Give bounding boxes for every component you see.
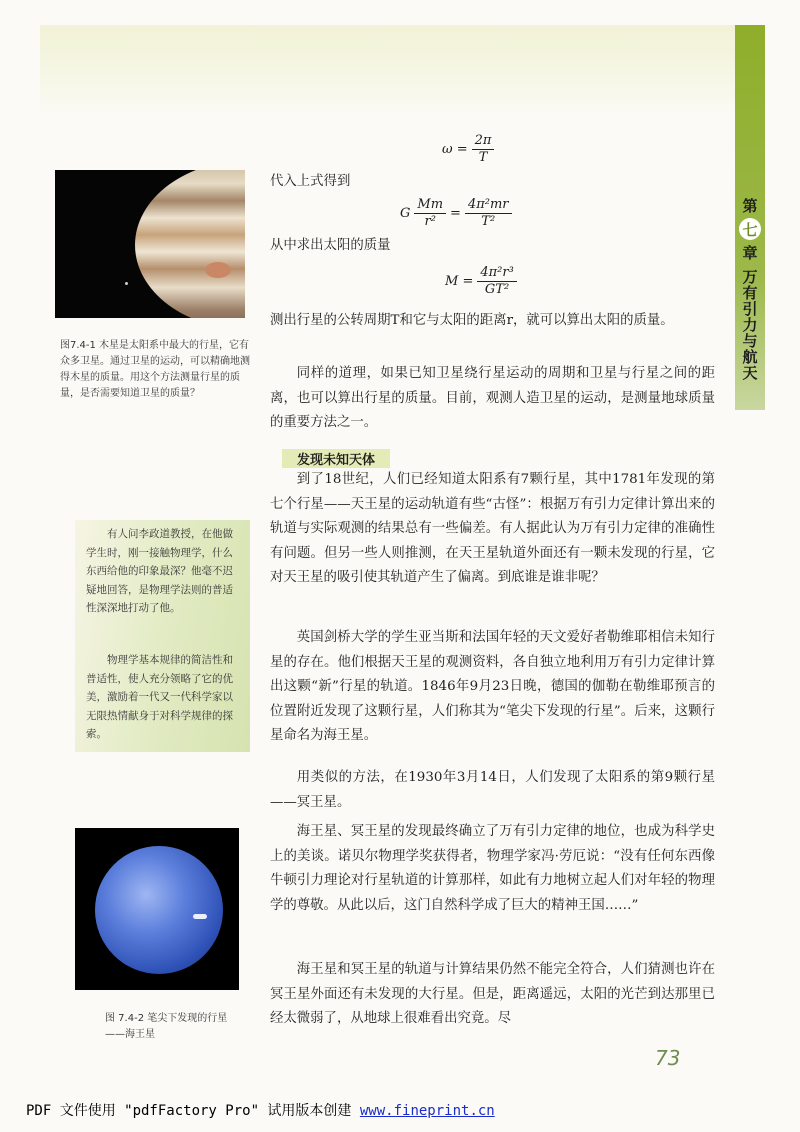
jupiter-moon	[125, 282, 128, 285]
jupiter-image	[55, 170, 245, 318]
chapter-number-badge: 七	[739, 218, 761, 240]
sidebar-note-2: 物理学基本规律的简洁性和普适性，使人充分领略了它的优美，激励着一代又一代科学家以无限热情献身于对科学规律的探索。	[86, 654, 233, 740]
paragraph-laue-quote: 海王星、冥王星的发现最终确立了万有引力定律的地位，也成为科学史上的美谈。诺贝尔物理学奖获得者，物理学家冯·劳厄说：“没有任何东西像牛顿引力理论对行星轨道的计算那样，如此有力地树立起人们对年轻的物理学的尊敬。从此以后，这门自然科学成了巨大的精神王国……”	[270, 824, 715, 913]
chapter-tab	[737, 195, 763, 405]
formula-equals: =	[450, 206, 461, 221]
fraction-denominator: T²	[481, 214, 496, 229]
formula-gravity-right-fraction	[465, 197, 512, 230]
fraction-denominator: r²	[424, 214, 436, 229]
pdf-footer	[26, 1100, 495, 1120]
formula-gravity-g: G	[400, 206, 411, 221]
paragraph-adams-leverrier: 英国剑桥大学的学生亚当斯和法国年轻的天文爱好者勒维耶相信未知行星的存在。他们根据天王星的观测资料，各自独立地利用万有引力定律计算出这颗“新”行星的轨道。1846年9月23日晚，德国的伽勒在勒维耶预言的位置附近发现了这颗行星，人们称其为“笔尖下发现的行星”。后来，这颗行星命名为海王星。	[270, 630, 715, 743]
section-heading: 发现未知天体	[282, 449, 390, 468]
jupiter-planet	[135, 170, 245, 318]
formula-omega-lhs: ω =	[442, 142, 468, 157]
formula-omega	[442, 133, 498, 166]
neptune-image	[75, 828, 239, 990]
page-number: 73	[655, 1046, 681, 1070]
paragraph-similar-principle: 同样的道理，如果已知卫星绕行星运动的周期和卫星与行星之间的距离，也可以算出行星的质量。目前，观测人造卫星的运动，是测量地球质量的重要方法之一。	[270, 366, 715, 430]
fraction-denominator: T	[478, 150, 488, 165]
fraction-numerator: 4π²mr	[465, 197, 512, 214]
formula-mass-fraction	[477, 265, 516, 298]
chapter-zhang: 章	[742, 244, 758, 262]
footer-link[interactable]: www.fineprint.cn	[359, 1103, 495, 1119]
neptune-cloud	[193, 914, 207, 919]
header-band	[40, 25, 735, 115]
paragraph-18th-century: 到了18世纪，人们已经知道太阳系有7颗行星，其中1781年发现的第七个行星——天王星的运动轨道有些“古怪”：根据万有引力定律计算出来的轨道与实际观测的结果总有一些偏差。有人据此认为万有引力定律的准确性有问题。但另一些人则推测，在天王星轨道外面还有一颗未发现的行星，它对天王星的吸引使其轨道产生了偏离。到底谁是谁非呢？	[270, 472, 715, 585]
chapter-di: 第	[742, 197, 758, 215]
paragraph-pluto: 用类似的方法，在1930年3月14日，人们发现了太阳系的第9颗行星——冥王星。	[270, 770, 715, 810]
figure-7-4-2-caption: 图 7.4-2 笔尖下发现的行星——海王星	[105, 1013, 228, 1040]
figure-7-4-1-caption: 图7.4-1 木星是太阳系中最大的行星，它有众多卫星。通过卫星的运动，可以精确地测得木星的质量。用这个方法测量行星的质量，是否需要知道卫星的质量？	[60, 340, 250, 399]
sidebar-note-1: 有人问李政道教授，在他做学生时，刚一接触物理学，什么东西给他的印象最深？他毫不迟疑地回答，是物理学法则的普适性深深地打动了他。	[86, 528, 233, 614]
great-red-spot	[205, 262, 231, 278]
formula-gravity-left-fraction	[414, 197, 446, 230]
fraction-numerator: 4π²r³	[477, 265, 516, 282]
formula-mass	[445, 265, 521, 298]
paragraph-measure-period: 测出行星的公转周期T和它与太阳的距离r，就可以算出太阳的质量。	[270, 313, 674, 328]
fraction-numerator: Mm	[414, 197, 446, 214]
formula-omega-fraction	[472, 133, 495, 166]
fraction-numerator: 2π	[472, 133, 495, 150]
chapter-title: 万有引力与航天	[740, 269, 759, 381]
neptune-planet	[95, 846, 223, 974]
text-substitute: 代入上式得到	[270, 174, 351, 189]
fraction-denominator: GT²	[484, 282, 510, 297]
text-solve-mass: 从中求出太阳的质量	[270, 238, 391, 253]
formula-mass-lhs: M =	[445, 274, 474, 289]
footer-text: PDF 文件使用 "pdfFactory Pro" 试用版本创建	[26, 1103, 360, 1119]
paragraph-unknown-planets: 海王星和冥王星的轨道与计算结果仍然不能完全符合，人们猜测也许在冥王星外面还有未发现的大行星。但是，距离遥远，太阳的光芒到达那里已经太微弱了，从地球上很难看出究竟。尽	[270, 962, 715, 1026]
formula-gravity	[400, 197, 516, 230]
